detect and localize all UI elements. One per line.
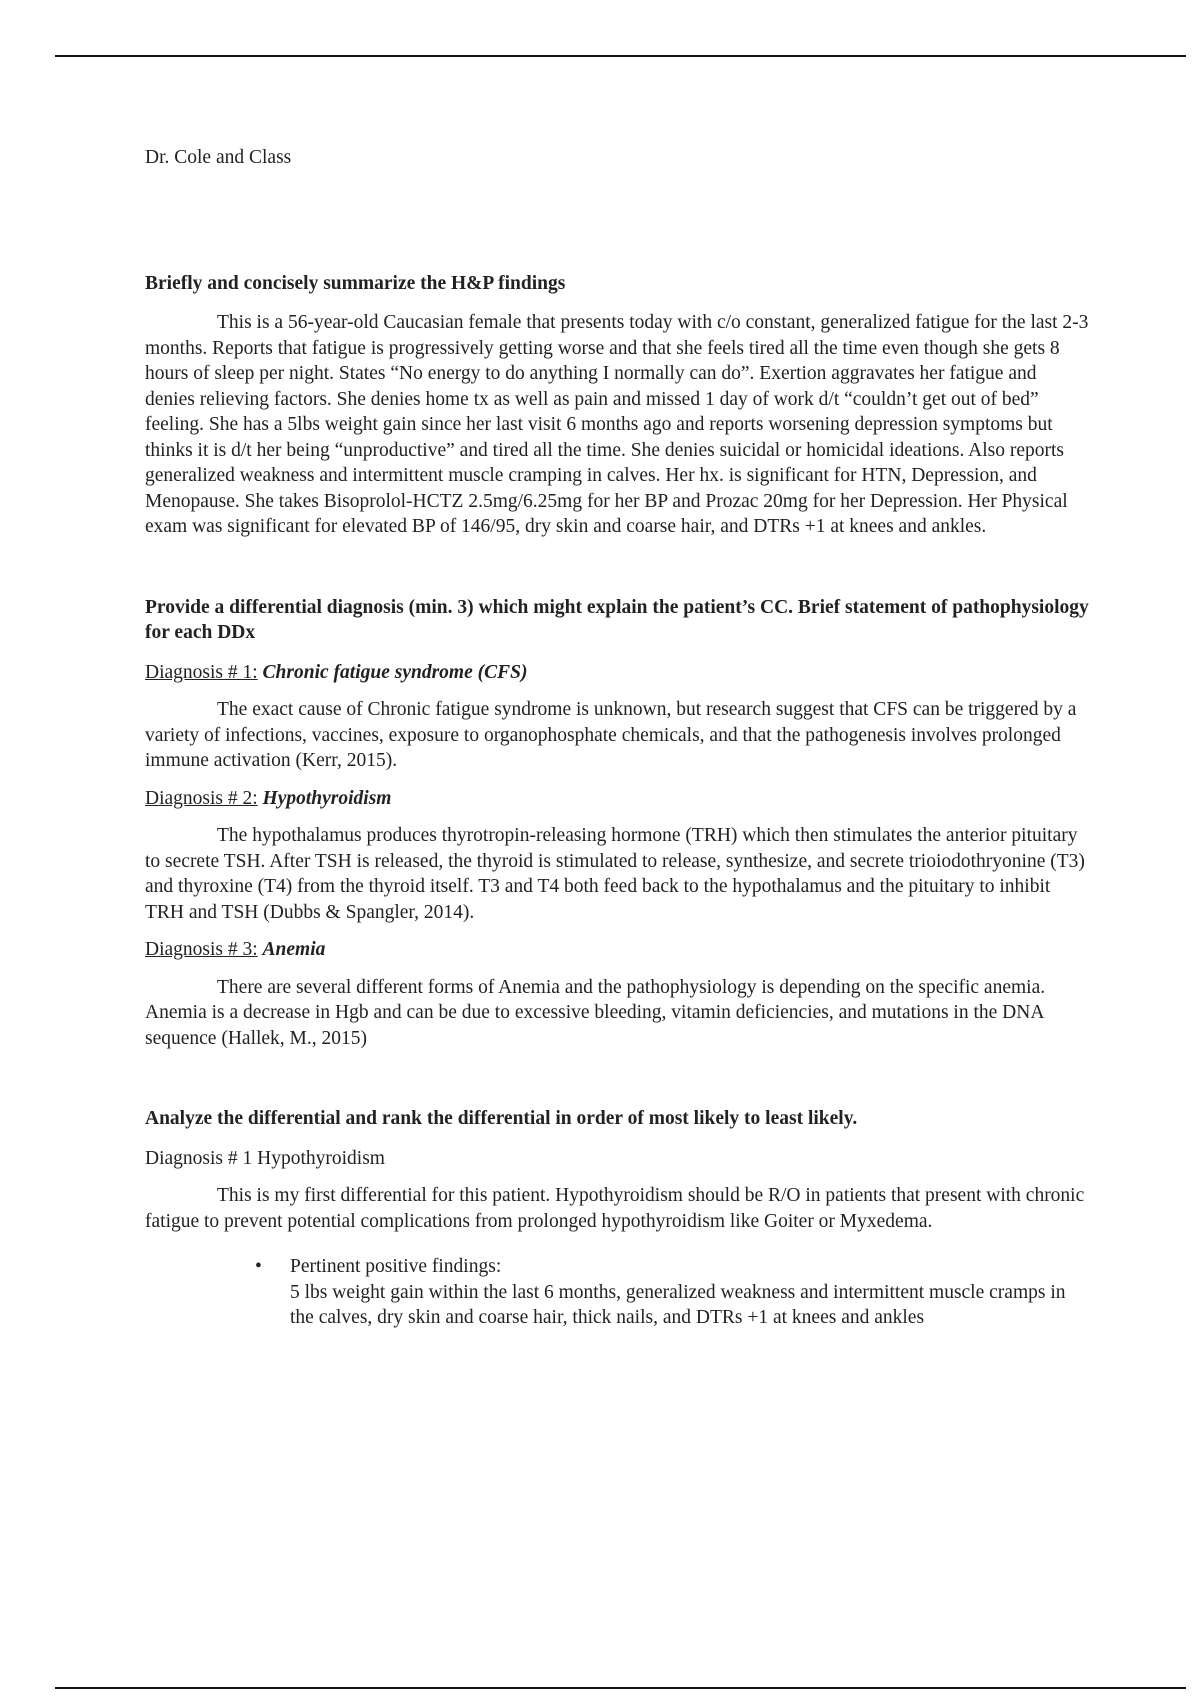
diagnosis-3-label: Diagnosis # 3: xyxy=(145,939,258,960)
pertinent-positives-label: Pertinent positive findings: xyxy=(290,1256,502,1277)
diagnosis-2-pathophysiology: The hypothalamus produces thyrotropin-releasing hormone (TRH) which then stimulates the anterior pituitary to secrete TSH. After TSH is released, the thyroid is stimulated to release, synthesize, and secrete trioiodothryonine (T3) and thyroxine (T4) from the thyroid itself. T3 and T4 both feed back to the hypothalamus and the pituitary to inhibit TRH and TSH (Dubbs & Spangler, 2014). xyxy=(145,825,1085,923)
diagnosis-3-name: Anemia xyxy=(262,939,326,960)
section-heading-differential: Provide a differential diagnosis (min. 3) which might explain the patient’s CC. Brief statement of pathophysiology for each DDx xyxy=(145,596,1089,643)
diagnosis-3-title xyxy=(145,937,1090,963)
ranked-diagnosis-1-title: Diagnosis # 1 Hypothyroidism xyxy=(145,1147,385,1169)
document-page xyxy=(145,145,1090,1331)
diagnosis-2-label: Diagnosis # 2: xyxy=(145,787,258,809)
section-heading-summary: Briefly and concisely summarize the H&P findings xyxy=(145,272,566,294)
diagnosis-1-pathophysiology: The exact cause of Chronic fatigue syndrome is unknown, but research suggest that CFS can be triggered by a variety of infections, vaccines, exposure to organophosphate chemicals, and that the pathogenesis involves prolonged immune activation (Kerr, 2015). xyxy=(145,699,1077,771)
summary-paragraph: This is a 56-year-old Caucasian female that presents today with c/o constant, generalized fatigue for the last 2-3 months. Reports that fatigue is progressively getting worse and that she feels tired all the time even though she gets 8 hours of sleep per night. States “No energy to do anything I normally can do”. Exertion aggravates her fatigue and denies relieving factors. She denies home tx as well as pain and missed 1 day of work d/t “couldn’t get out of bed” feeling. She has a 5lbs weight gain since her last visit 6 months ago and reports worsening depression symptoms but thinks it is d/t her being “unproductive” and tired all the time. She denies suicidal or homicidal ideations. Also reports generalized weakness and intermittent muscle cramping in calves. Her hx. is significant for HTN, Depression, and Menopause. She takes Bisoprolol-HCTZ 2.5mg/6.25mg for her BP and Prozac 20mg for her Depression. Her Physical exam was significant for elevated BP of 146/95, dry skin and coarse hair, and DTRs +1 at knees and ankles. xyxy=(145,312,1089,537)
section-spacer xyxy=(145,1051,1090,1106)
ranked-diagnosis-1-paragraph: This is my first differential for this patient. Hypothyroidism should be R/O in patients that present with chronic fatigue to prevent potential complications from prolonged hypothyroidism like Goiter or Myxedema. xyxy=(145,1185,1085,1232)
section-spacer xyxy=(145,540,1090,595)
header-rule xyxy=(55,55,1186,57)
footer-rule xyxy=(55,1687,1186,1689)
pertinent-positives-bullet xyxy=(255,1254,1090,1331)
diagnosis-3-pathophysiology: There are several different forms of Anemia and the pathophysiology is depending on the specific anemia. Anemia is a decrease in Hgb and can be due to excessive bleeding, vitamin deficiencies, and mutations in the DNA sequence (Hallek, M., 2015) xyxy=(145,976,1046,1049)
bullet-icon: • xyxy=(255,1256,262,1277)
pertinent-positives-text: 5 lbs weight gain within the last 6 months, generalized weakness and intermittent muscle cramps in the calves, dry skin and coarse hair, thick nails, and DTRs +1 at knees and ankles xyxy=(290,1281,1066,1328)
diagnosis-1-name: Chronic fatigue syndrome (CFS) xyxy=(262,661,528,683)
diagnosis-2-name: Hypothyroidism xyxy=(262,787,392,809)
diagnosis-1-title xyxy=(145,660,1090,686)
diagnosis-1-label: Diagnosis # 1: xyxy=(145,661,258,683)
diagnosis-2-title xyxy=(145,786,1090,812)
addressee: Dr. Cole and Class xyxy=(145,147,292,168)
section-heading-ranking: Analyze the differential and rank the differential in order of most likely to least likely. xyxy=(145,1108,858,1129)
